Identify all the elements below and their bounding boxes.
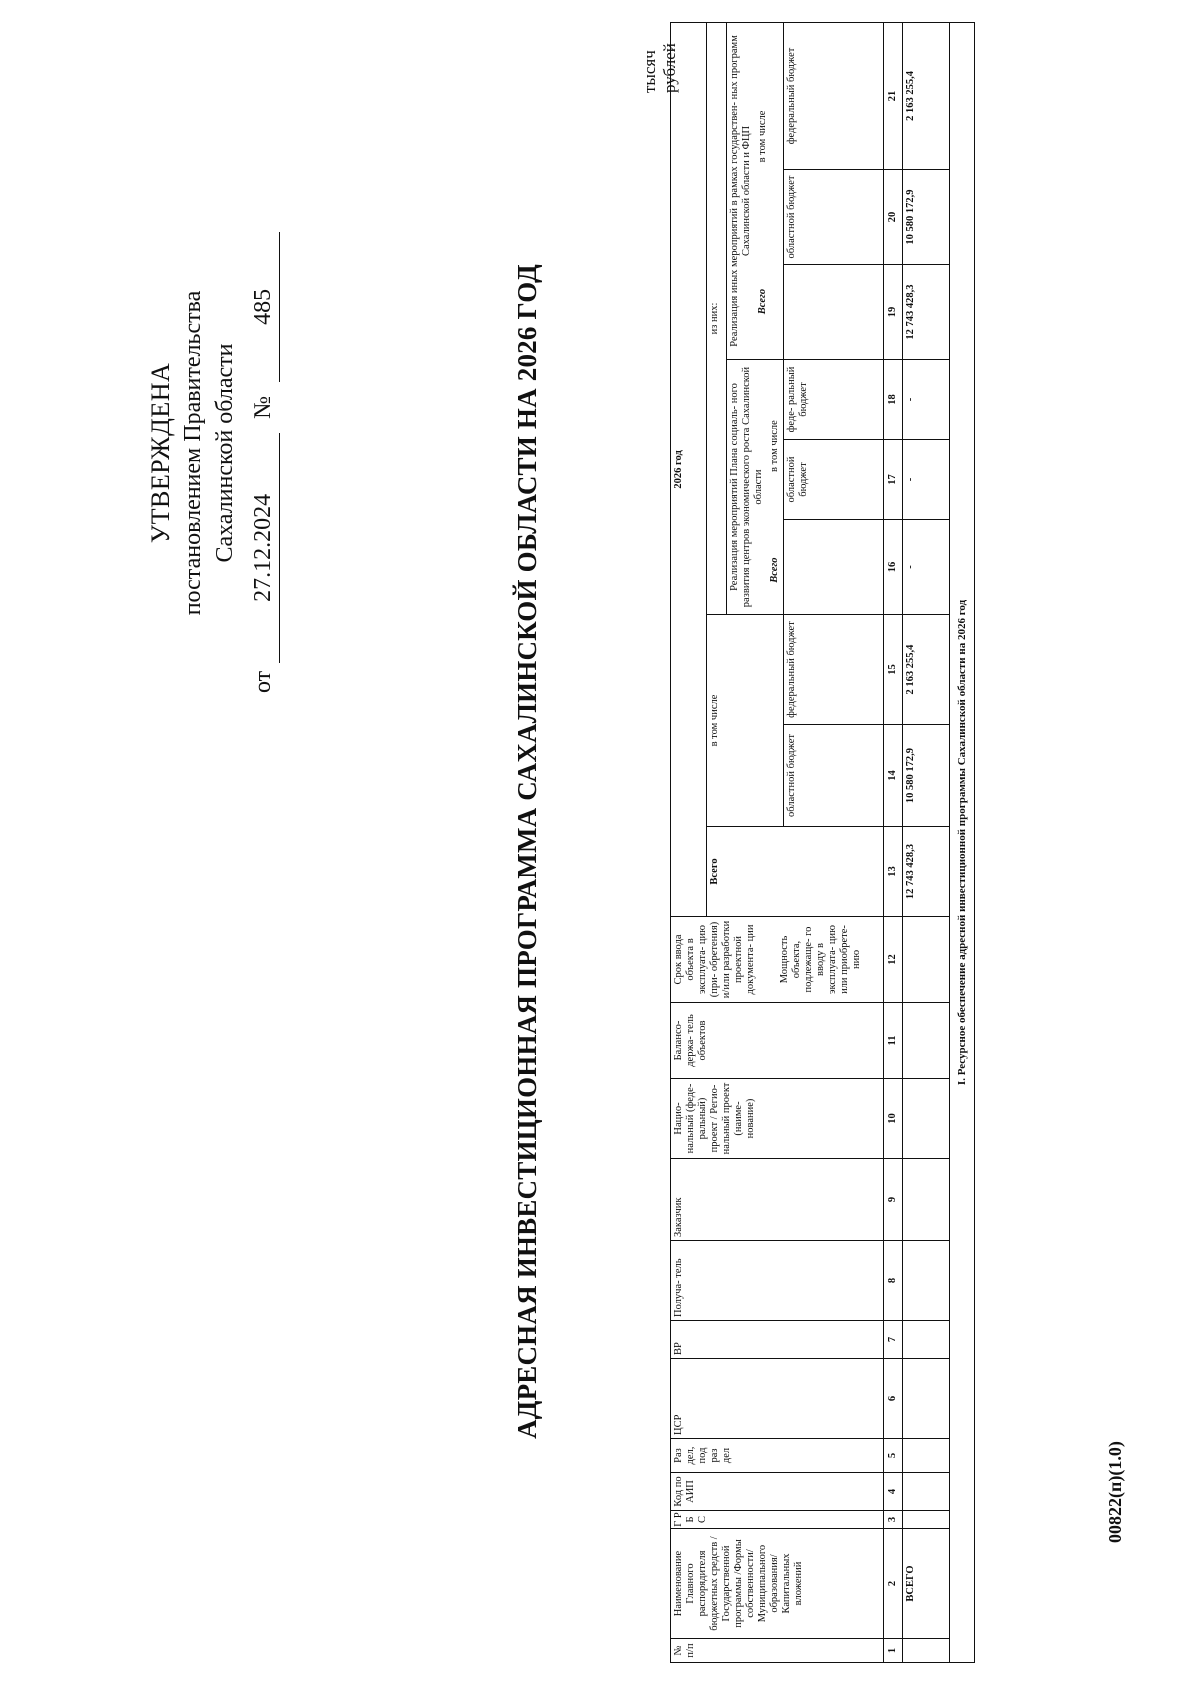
hdr-holder: Балансо- держа- тель объектов [671,1003,884,1079]
hdr-other-incl: в том числе [757,110,768,163]
col-number: 5 [884,1439,903,1473]
total-cell-empty [903,1079,950,1159]
hdr-federal-15: федеральный бюджет [784,615,884,725]
section-title: I. Ресурсное обеспечение адресной инвестиционной программы Сахалинской области на 2026 год [950,22,975,1662]
hdr-grbs: Г Р Б С [671,1511,884,1529]
hdr-total: Всего [707,827,884,917]
total-cell-empty [903,1159,950,1241]
hdr-regional-20: областной бюджет [784,170,884,265]
total-cell-empty [903,1639,950,1663]
hdr-aip: Код по АИП [671,1473,884,1511]
total-cell-empty [903,1359,950,1439]
total-regional: 10 580 172,9 [903,725,950,827]
total-cell-empty [903,917,950,1003]
total-cell-empty [903,1473,950,1511]
total-cell-empty [903,1439,950,1473]
hdr-term-text: Срок ввода объекта в эксплуата- цию (при- обретения) и/или разработки проектной документа- ции [673,920,756,999]
hdr-incl: в том числе [707,615,784,827]
other-regional: 10 580 172,9 [903,170,950,265]
hdr-recipient: Получа- тель [671,1241,884,1321]
plan-federal: - [903,360,950,440]
plan-regional: - [903,440,950,520]
hdr-num: № п/п [671,1639,884,1663]
hdr-plan-incl: в том числе [769,420,780,472]
hdr-plan-total: Всего [769,557,780,583]
col-number: 13 [884,827,903,917]
col-number: 1 [884,1639,903,1663]
col-number: 2 [884,1529,903,1639]
total-cell-empty [903,1003,950,1079]
footer-code: 00822(п)(1.0) [1105,1441,1125,1543]
hdr-year: 2026 год [671,22,707,916]
col-number: 14 [884,725,903,827]
approval-heading: УТВЕРЖДЕНА [146,362,175,544]
total-label: ВСЕГО [903,1529,950,1639]
col-number: 16 [884,520,903,615]
hdr-regional-17: областной бюджет [784,440,884,520]
date-prefix: от [250,670,276,693]
col-number: 9 [884,1159,903,1241]
hdr-other-total: Всего [757,288,768,315]
col-number: 18 [884,360,903,440]
total-cell-empty [903,1241,950,1321]
hdr-plan-group [727,360,784,615]
hdr-other-group [727,22,784,359]
number-sign: № [250,395,276,419]
approval-number: 485 [247,232,280,382]
col-number: 20 [884,170,903,265]
hdr-other-title: Реализация иных мероприятий в рамках государствен- ных программ Сахалинской области и ФЦП [729,35,752,347]
col-number: 6 [884,1359,903,1439]
hdr-plan-title: Реализация мероприятий Плана социаль- ного развития центров экономического роста Сахалинской области [729,366,764,608]
hdr-plan-total-col [784,520,884,615]
hdr-project: Нацио- нальный (феде- ральный) проект / Регио- нальный проект (наиме- нование) [671,1079,884,1159]
hdr-term [671,917,884,1003]
section-row [950,22,975,1662]
approval-date: 27.12.2024 [247,433,280,663]
col-number: 12 [884,917,903,1003]
document-title: АДРЕСНАЯ ИНВЕСТИЦИОННАЯ ПРОГРАММА САХАЛИНСКОЙ ОБЛАСТИ НА 2026 ГОД [512,264,542,1439]
hdr-federal-21: федеральный бюджет [784,22,884,169]
total-all: 12 743 428,3 [903,827,950,917]
col-number: 10 [884,1079,903,1159]
column-numbers-row [884,22,903,1662]
approval-line-1: постановлением Правительства [180,290,206,616]
col-number: 19 [884,265,903,360]
approval-line-2: Сахалинской области [212,343,238,563]
approval-stamp [145,203,280,703]
hdr-regional-14: областной бюджет [784,725,884,827]
col-number: 11 [884,1003,903,1079]
hdr-vr: ВР [671,1321,884,1359]
hdr-razdel: Раз дел, под раз дел [671,1439,884,1473]
total-row [903,22,950,1662]
hdr-other-total-col [784,265,884,360]
hdr-customer: Заказчик [671,1159,884,1241]
total-federal: 2 163 255,4 [903,615,950,725]
total-cell-empty [903,1321,950,1359]
hdr-power-text: Мощность объекта, подлежаще- го вводу в эксплуата- цию или приобрете- нию [779,925,862,994]
col-number: 17 [884,440,903,520]
col-number: 4 [884,1473,903,1511]
col-number: 8 [884,1241,903,1321]
total-cell-empty [903,1511,950,1529]
investment-table [670,22,975,1663]
col-number: 15 [884,615,903,725]
hdr-csr: ЦСР [671,1359,884,1439]
col-number: 7 [884,1321,903,1359]
col-number: 21 [884,22,903,169]
other-federal: 2 163 255,4 [903,22,950,169]
units-label: тысяч рублей [640,43,679,93]
hdr-of-them: из них: [707,22,727,614]
plan-total: - [903,520,950,615]
hdr-name: Наименование Главного распорядителя бюджетных средств / Государственной программы /Формы собственности/ Муниципального образования/ Капитальных вложений [671,1529,884,1639]
col-number: 3 [884,1511,903,1529]
hdr-federal-18: феде- ральный бюджет [784,360,884,440]
other-total: 12 743 428,3 [903,265,950,360]
approval-date-row [247,203,280,703]
